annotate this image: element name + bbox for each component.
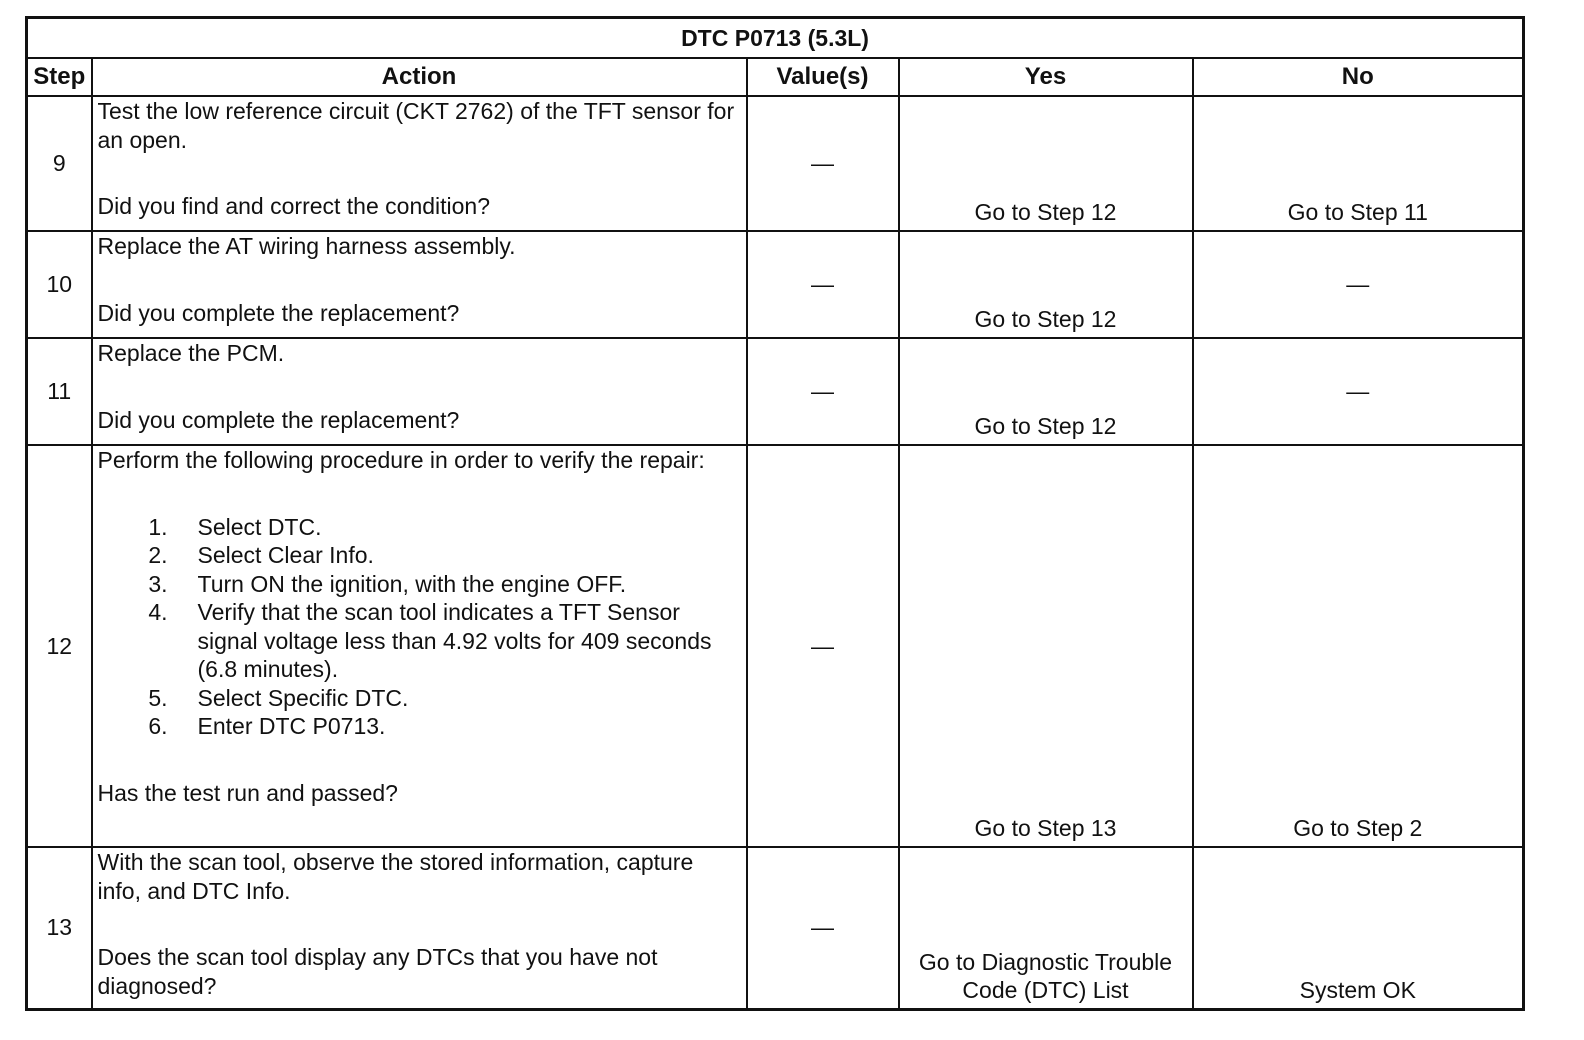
procedure-step: 5. Select Specific DTC.	[148, 684, 409, 711]
no-cell: System OK	[1193, 847, 1524, 1009]
value-cell: —	[747, 338, 899, 445]
step-number: 13	[27, 847, 92, 1009]
action-text: Test the low reference circuit (CKT 2762) of the TFT sensor for an open.	[97, 98, 735, 153]
procedure-step: 4. Verify that the scan tool indicates a TFT Sensor signal voltage less than 4.92 volts for 409 seconds (6.8 minutes).	[148, 599, 712, 682]
yes-cell: Go to Step 12	[899, 338, 1193, 445]
action-text: Replace the AT wiring harness assembly.	[97, 233, 516, 259]
step-number: 11	[27, 338, 92, 445]
table-row-step-13	[27, 847, 1524, 1009]
procedure-step: 6. Enter DTC P0713.	[148, 713, 386, 739]
header-no: No	[1193, 58, 1524, 96]
step-number: 12	[27, 445, 92, 847]
action-cell	[92, 338, 747, 445]
action-question: Did you complete the replacement?	[97, 406, 460, 433]
yes-cell: Go to Step 13	[899, 445, 1193, 847]
header-values: Value(s)	[747, 58, 899, 96]
action-cell	[92, 96, 747, 231]
action-cell	[92, 231, 747, 338]
table-row-step-9	[27, 96, 1524, 231]
table-row-step-12	[27, 445, 1524, 847]
no-cell: —	[1193, 231, 1524, 338]
header-step: Step	[27, 58, 92, 96]
table-title: DTC P0713 (5.3L)	[27, 18, 1524, 59]
procedure-step: 3. Turn ON the ignition, with the engine OFF.	[148, 570, 627, 597]
action-text: With the scan tool, observe the stored information, capture info, and DTC Info.	[97, 849, 694, 904]
table-row-step-11	[27, 338, 1524, 445]
value-cell: —	[747, 445, 899, 847]
header-yes: Yes	[899, 58, 1193, 96]
yes-cell: Go to Step 12	[899, 231, 1193, 338]
value-cell: —	[747, 96, 899, 231]
yes-cell: Go to Step 12	[899, 96, 1193, 231]
no-cell: —	[1193, 338, 1524, 445]
no-cell: Go to Step 2	[1193, 445, 1524, 847]
yes-cell: Go to Diagnostic Trouble Code (DTC) List	[899, 847, 1193, 1009]
step-number: 10	[27, 231, 92, 338]
table-row-step-10	[27, 231, 1524, 338]
action-cell	[92, 445, 747, 847]
action-question: Does the scan tool display any DTCs that you have not diagnosed?	[97, 944, 658, 999]
action-question: Did you find and correct the condition?	[97, 193, 491, 219]
procedure-step: 2. Select Clear Info.	[148, 542, 374, 568]
procedure-list	[98, 513, 741, 741]
value-cell: —	[747, 847, 899, 1009]
dtc-table	[25, 16, 1525, 1011]
action-question: Did you complete the replacement?	[97, 299, 460, 326]
action-cell	[92, 847, 747, 1009]
action-text: Replace the PCM.	[97, 340, 285, 366]
header-action: Action	[92, 58, 747, 96]
no-cell: Go to Step 11	[1193, 96, 1524, 231]
value-cell: —	[747, 231, 899, 338]
action-question: Has the test run and passed?	[97, 779, 398, 806]
step-number: 9	[27, 96, 92, 231]
action-text: Perform the following procedure in order to verify the repair:	[97, 447, 705, 473]
procedure-step: 1. Select DTC.	[148, 513, 322, 540]
